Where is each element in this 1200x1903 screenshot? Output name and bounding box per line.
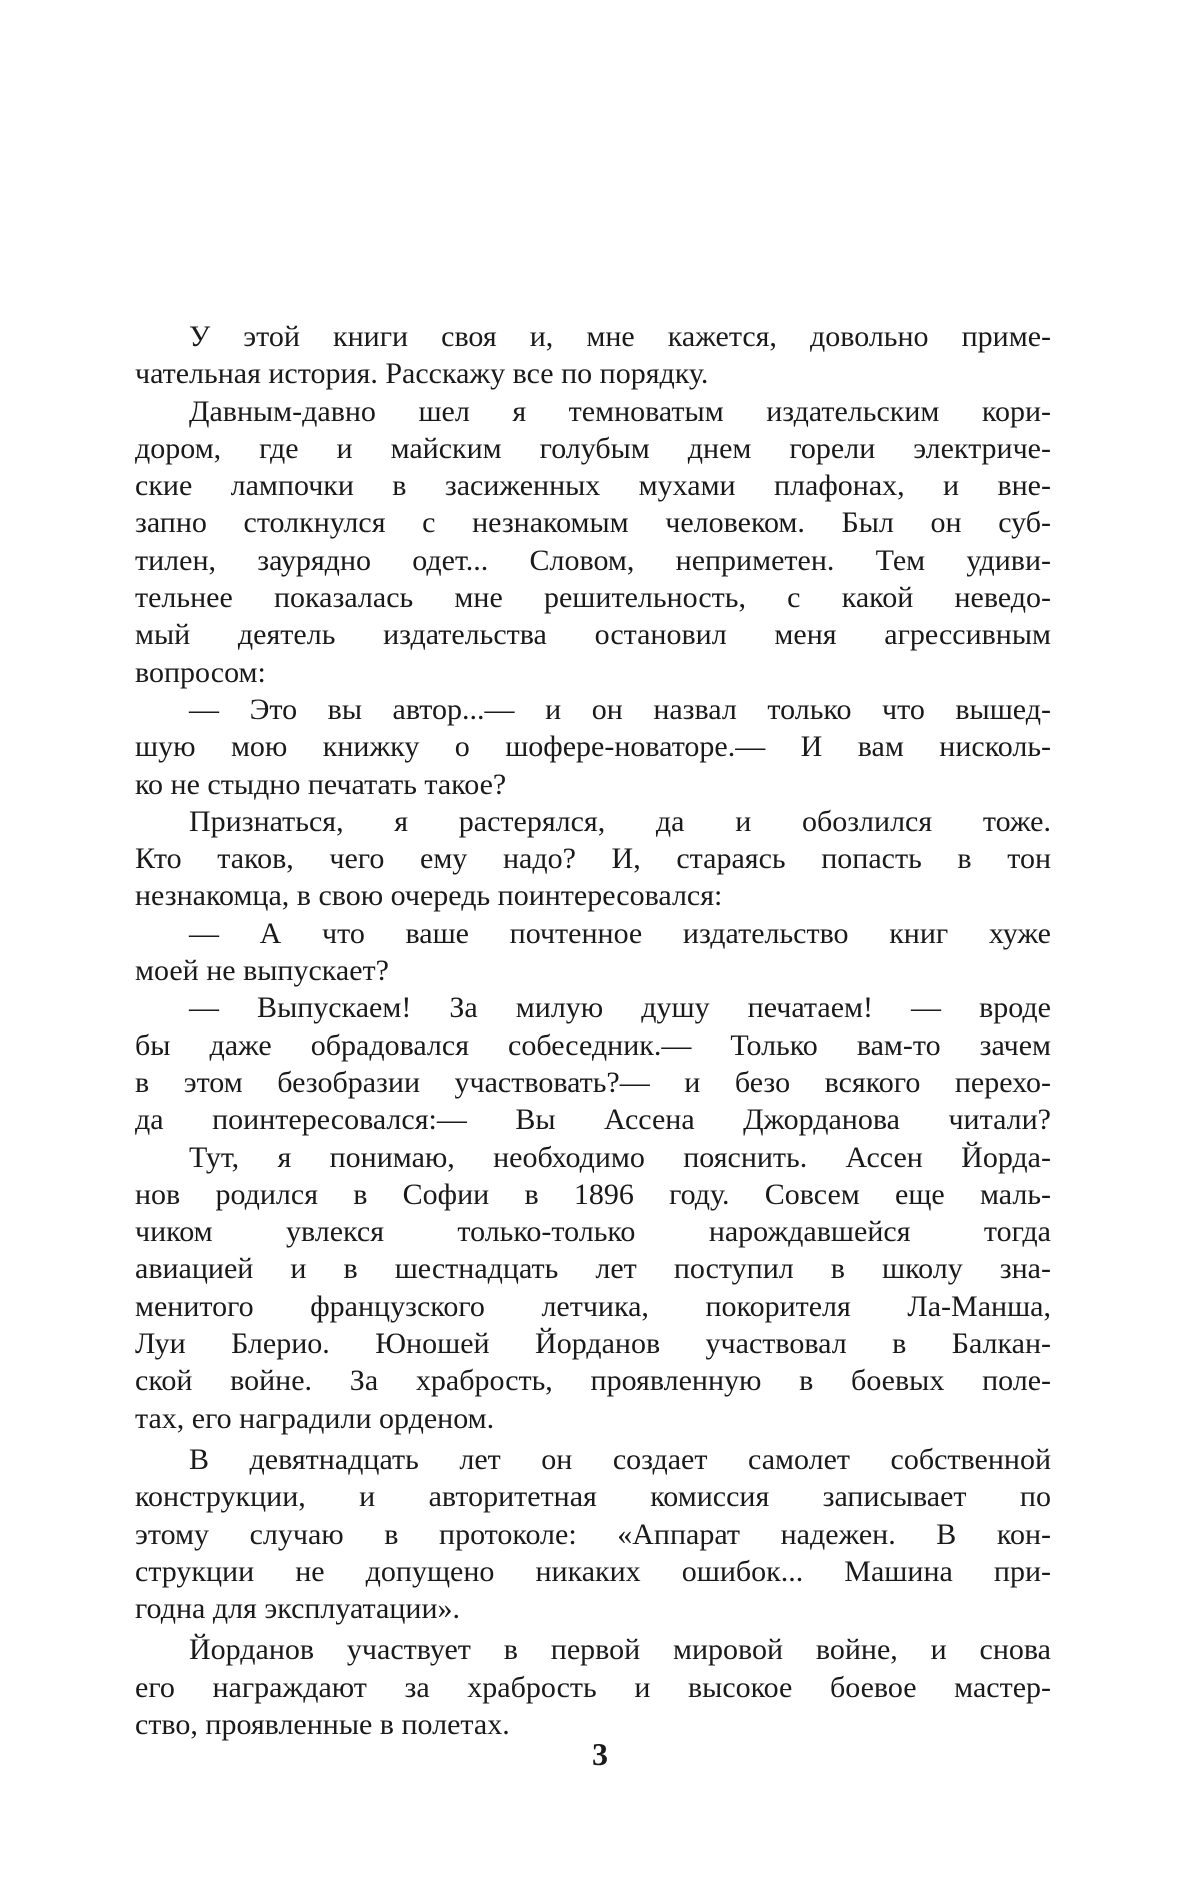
- text-line: Давным-давно шел я темноватым издательским кори-: [189, 394, 1051, 428]
- text-line: — А что ваше почтенное издательство книг хуже: [189, 916, 1051, 950]
- text-line: ство, проявленные в полетах.: [135, 1707, 510, 1741]
- text-line: ской войне. За храбрость, проявленную в боевых поле-: [135, 1364, 1051, 1398]
- text-line: его награждают за храбрость и высокое боевое мастер-: [135, 1670, 1051, 1704]
- text-line: ко не стыдно печатать такое?: [135, 767, 507, 801]
- text-line: шую мою книжку о шофере-новаторе.— И вам нисколь-: [135, 730, 1051, 764]
- text-line: годна для эксплуатации».: [135, 1592, 461, 1626]
- text-line: бы даже обрадовался собеседник.— Только вам-то зачем: [135, 1028, 1051, 1062]
- text-line: струкции не допущено никаких ошибок... Машина при-: [135, 1554, 1051, 1588]
- text-line: В девятнадцать лет он создает самолет собственной: [189, 1442, 1051, 1476]
- text-line: тилен, заурядно одет... Словом, неприметен. Тем удиви-: [135, 543, 1051, 577]
- text-line: чательная история. Расскажу все по порядку.: [135, 357, 709, 391]
- text-line: дором, где и майским голубым днем горели электриче-: [135, 431, 1051, 465]
- text-line: да поинтересовался:— Вы Ассена Джорданова читали?: [135, 1103, 1051, 1137]
- text-line: этому случаю в протоколе: «Аппарат надежен. В кон-: [135, 1517, 1051, 1551]
- text-line: — Это вы автор...— и он назвал только что вышед-: [189, 692, 1051, 726]
- text-line: моей не выпускает?: [135, 954, 389, 988]
- text-line: У этой книги своя и, мне кажется, довольно приме-: [189, 320, 1051, 353]
- text-line: в этом безобразии участвовать?— и безо всякого перехо-: [135, 1065, 1051, 1099]
- text-line: — Выпускаем! За милую душу печатаем! — вроде: [189, 991, 1051, 1025]
- text-line: незнакомца, в свою очередь поинтересовался:: [135, 879, 723, 913]
- text-line: менитого французского летчика, покорителя Ла-Манша,: [135, 1289, 1051, 1323]
- text-line: мый деятель издательства остановил меня агрессивным: [135, 618, 1051, 652]
- text-line: Тут, я понимаю, необходимо пояснить. Ассен Йорда-: [189, 1140, 1051, 1174]
- text-line: Кто таков, чего ему надо? И, стараясь попасть в тон: [135, 842, 1051, 876]
- text-line: конструкции, и авторитетная комиссия записывает по: [135, 1480, 1051, 1514]
- text-line: тах, его наградили орденом.: [135, 1401, 495, 1435]
- text-line: нов родился в Софии в 1896 году. Совсем еще маль-: [135, 1177, 1051, 1211]
- text-line: запно столкнулся с незнакомым человеком. Был он суб-: [135, 506, 1051, 540]
- text-line: Йорданов участвует в первой мировой войне, и снова: [189, 1633, 1051, 1667]
- text-line: вопросом:: [135, 655, 266, 689]
- text-line: Признаться, я растерялся, да и обозлился тоже.: [189, 804, 1051, 838]
- text-line: тельнее показалась мне решительность, с какой неведо-: [135, 581, 1051, 615]
- text-line: Луи Блерио. Юношей Йорданов участвовал в Балкан-: [135, 1327, 1051, 1361]
- page-number: 3: [592, 1736, 608, 1772]
- page-body-text: [135, 318, 1051, 1743]
- text-line: авиацией и в шестнадцать лет поступил в школу зна-: [135, 1252, 1051, 1286]
- text-line: ские лампочки в засиженных мухами плафонах, и вне-: [135, 469, 1051, 503]
- text-line: чиком увлекся только-только нарождавшейся тогда: [135, 1215, 1051, 1249]
